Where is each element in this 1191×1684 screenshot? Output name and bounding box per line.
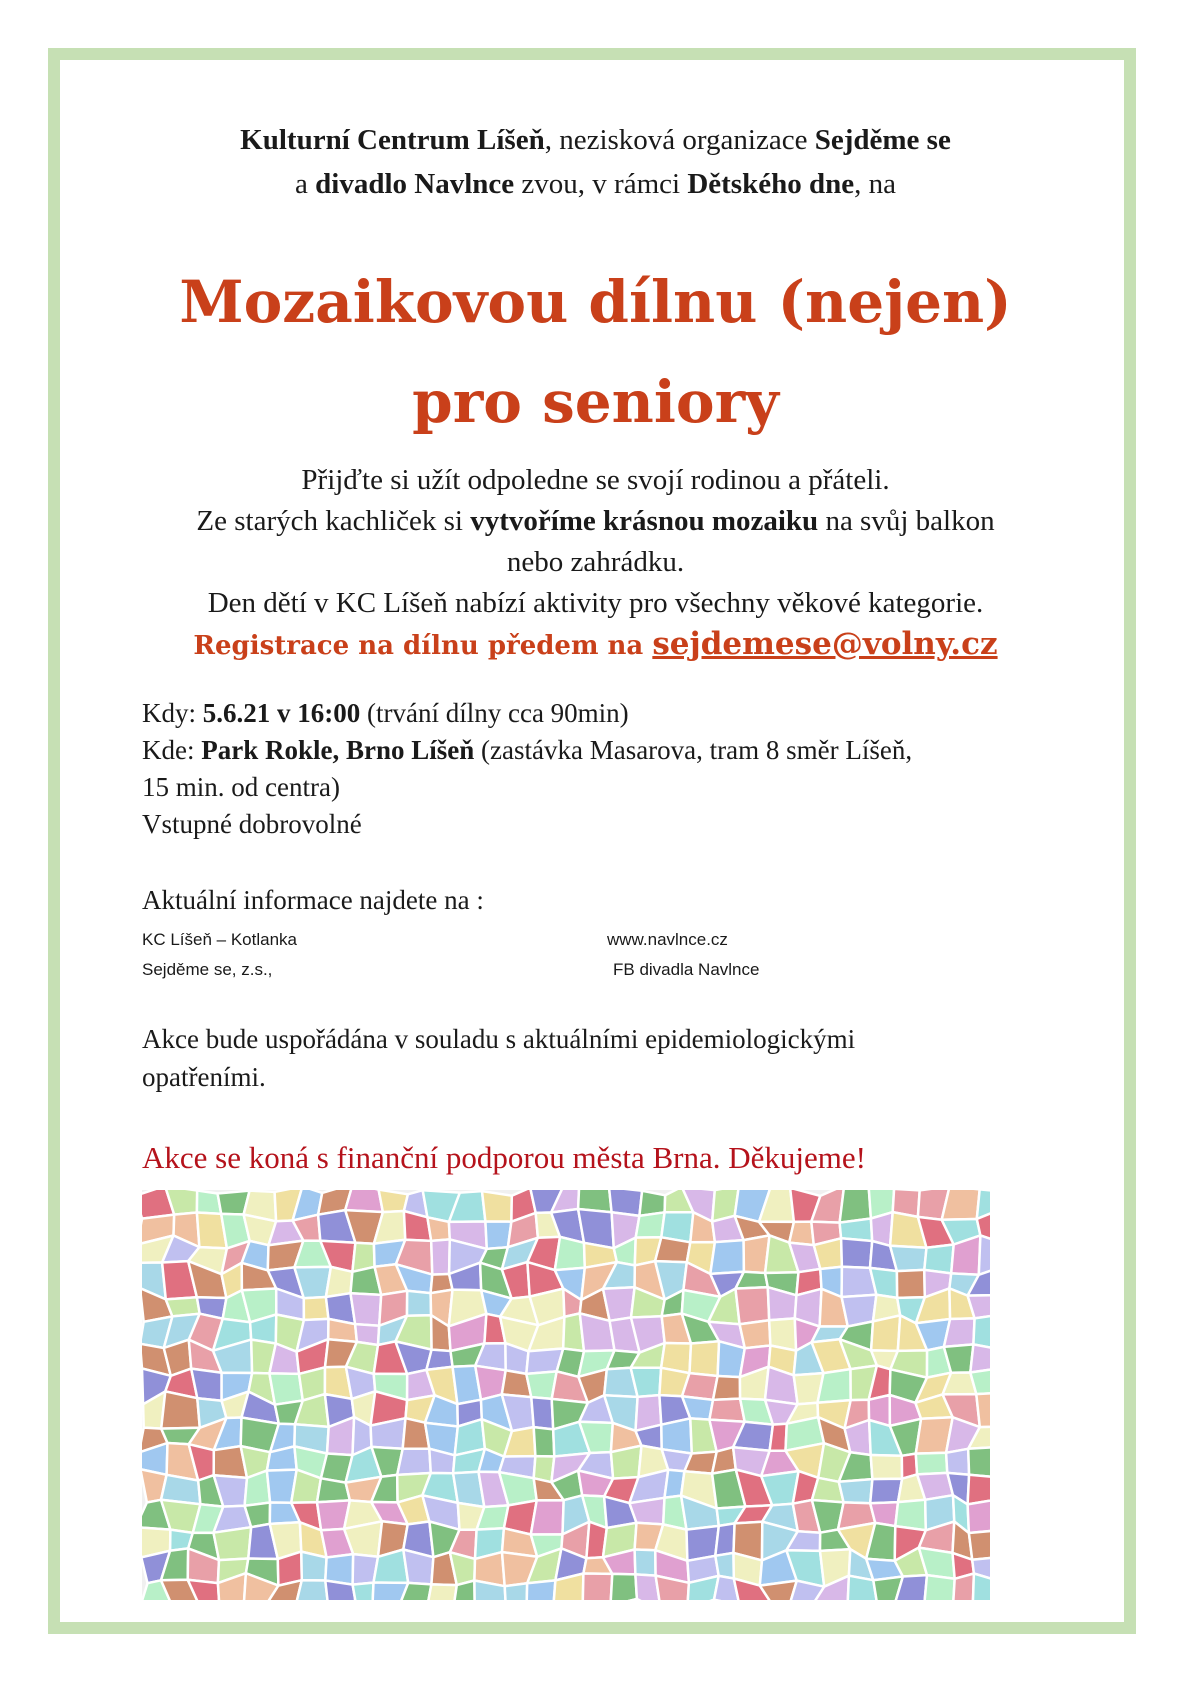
mosaic-tile	[427, 1584, 457, 1600]
info-heading: Aktuální informace najdete na :	[142, 885, 484, 915]
mosaic-tile	[736, 1287, 770, 1324]
mosaic-tile	[629, 1498, 664, 1525]
mosaic-tile	[709, 1399, 744, 1422]
mosaic-tile	[715, 1553, 734, 1579]
mosaic-tile	[839, 1479, 873, 1503]
mosaic-tile	[840, 1190, 871, 1223]
mosaic-tile	[970, 1344, 990, 1372]
mosaic-tile	[969, 1530, 990, 1560]
mosaic-tile	[161, 1391, 200, 1428]
mosaic-tile	[814, 1238, 842, 1269]
mosaic-tile	[946, 1449, 969, 1475]
mosaic-tile	[841, 1238, 872, 1268]
mosaic-tile	[534, 1427, 555, 1456]
mosaic-tile	[890, 1246, 926, 1271]
mosaic-tiles	[142, 1190, 990, 1600]
mosaic-tile	[555, 1237, 585, 1270]
mosaic-tile	[531, 1397, 553, 1429]
info-link-kc-kotlanka[interactable]: KC Líšeň – Kotlanka	[142, 930, 297, 949]
mosaic-tile	[214, 1527, 252, 1560]
mosaic-tile	[611, 1446, 642, 1479]
org-kc-lisen: Kulturní Centrum Líšeň	[240, 124, 545, 156]
event-name: Dětského dne	[687, 168, 855, 200]
mosaic-tile	[635, 1550, 656, 1576]
intro-text: Kulturní Centrum Líšeň, nezisková organizace Sejděme se a divadlo Navlnce zvou, v rámci Dětského dne, na	[240, 124, 951, 200]
when-line: Kdy: 5.6.21 v 16:00 (trvání dílny cca 90min)	[142, 698, 629, 728]
mosaic-tile	[397, 1449, 431, 1475]
mosaic-tile	[924, 1575, 955, 1600]
mosaic-tile	[818, 1369, 851, 1403]
mosaic-tile	[325, 1581, 355, 1601]
mosaic-tile	[916, 1453, 948, 1475]
info-link-sejdeme-se[interactable]: Sejděme se, z.s.,	[142, 960, 273, 979]
mosaic-tile	[531, 1500, 564, 1534]
mosaic-tile	[944, 1318, 975, 1347]
mosaic-tile	[968, 1447, 990, 1478]
mosaic-image	[142, 1190, 990, 1600]
mosaic-tile	[968, 1498, 990, 1533]
info-link-fb-navlnce[interactable]: FB divadla Navlnce	[613, 960, 760, 979]
org-sejdeme-se: Sejděme se	[814, 124, 951, 156]
mosaic-tile	[871, 1315, 900, 1351]
mosaic-tile	[924, 1245, 953, 1274]
mosaic-tile	[353, 1583, 374, 1600]
mosaic-tile	[527, 1580, 556, 1600]
where-line: Kde: Park Rokle, Brno Líšeň (zastávka Masarova, tram 8 směr Líšeň,	[142, 735, 913, 765]
mosaic-tile	[296, 1580, 328, 1600]
mosaic-tile	[715, 1523, 734, 1555]
mosaic-tile	[897, 1270, 925, 1298]
mosaic-tile	[345, 1190, 383, 1212]
entry-fee: Vstupné dobrovolné	[142, 809, 362, 839]
email-link[interactable]: sejdemese@volny.cz	[652, 626, 998, 662]
mosaic-tile	[713, 1376, 740, 1400]
event-details: Kdy: 5.6.21 v 16:00 (trvání dílny cca 90min) Kde: Park Rokle, Brno Líšeň (zastávka Masarova, tram 8 směr Líšeň, 15 min. od centra) Vstupné dobrovolné	[142, 695, 1042, 843]
mosaic-tile	[407, 1291, 431, 1316]
mosaic-tile	[789, 1222, 814, 1246]
mosaic-tile	[953, 1574, 974, 1601]
mosaic-tile	[427, 1217, 449, 1241]
mosaic-tile	[431, 1239, 450, 1274]
info-link-navlnce-web[interactable]: www.navlnce.cz	[607, 930, 728, 949]
page-title: Mozaikovou dílnu (nejen) pro seniory	[179, 268, 1012, 436]
mosaic-tile	[603, 1287, 635, 1321]
mosaic-tile	[583, 1574, 613, 1601]
mosaic-tile	[304, 1297, 329, 1320]
mosaic-tile	[871, 1455, 902, 1479]
epidemic-note: Akce bude uspořádána v souladu s aktuálními epidemiologickými opatřeními.	[142, 1024, 856, 1092]
mosaic-tile	[976, 1393, 990, 1427]
mosaic-tile	[690, 1341, 720, 1376]
mosaic-tile	[655, 1237, 690, 1262]
support-note: Akce se koná s finanční podporou města Brna. Děkujeme!	[142, 1140, 866, 1175]
mosaic-tile	[973, 1574, 990, 1601]
mosaic-tile	[710, 1240, 744, 1274]
mosaic-tile	[661, 1418, 692, 1453]
mosaic-tile	[351, 1293, 382, 1326]
mosaic-tile	[505, 1583, 528, 1600]
mosaic-tile	[942, 1190, 980, 1220]
mosaic-tile	[770, 1424, 787, 1451]
mosaic-tile	[979, 1235, 990, 1274]
mosaic-tile	[191, 1369, 221, 1401]
registration-line: Registrace na dílnu předem na sejdemese@volny.cz	[193, 626, 998, 662]
mosaic-tile	[482, 1191, 512, 1222]
mosaic-tile	[636, 1212, 665, 1237]
mosaic-tile	[611, 1574, 637, 1600]
org-navlnce: divadlo Navlnce	[315, 168, 515, 200]
lead-text: Přijďte si užít odpoledne se svojí rodinou a přáteli. Ze starých kachliček si vytvoříme krásnou mozaiku na svůj balkon nebo zahrádku. Den dětí v KC Líšeň nabízí aktivity pro všechny věkové kategorie. Registrace na dílnu předem na sejdemese@volny.cz	[0, 460, 1191, 667]
mosaic-tile	[301, 1552, 326, 1581]
mosaic-tile	[740, 1320, 771, 1348]
